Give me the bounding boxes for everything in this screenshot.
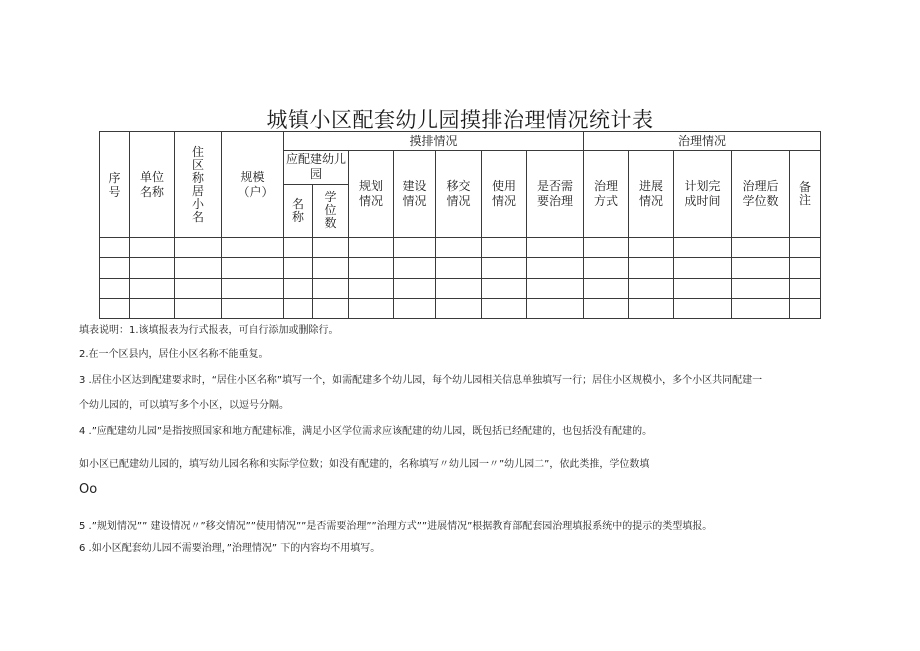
header-progress: 进展情况 [629, 151, 674, 238]
header-construction: 建设情况 [394, 151, 436, 238]
header-planning: 规划情况 [349, 151, 394, 238]
header-governance-group: 治理情况 [584, 132, 821, 151]
note-1: 填表说明：1.该填报表为行式报表，可自行添加或删除行。 [79, 325, 339, 336]
table-row [100, 238, 821, 258]
table-row [100, 298, 821, 318]
header-survey-group: 摸排情况 [284, 132, 584, 151]
note-2: 2.在一个区县内，居住小区名称不能重复。 [79, 349, 269, 360]
table-row [100, 258, 821, 278]
header-kg-name: 名称 [284, 184, 313, 238]
header-method: 治理方式 [584, 151, 629, 238]
table-row [100, 278, 821, 298]
header-community: 住区称居小名 [175, 132, 222, 238]
header-seq: 序号 [100, 132, 130, 238]
header-plan-time: 计划完成时间 [674, 151, 732, 238]
header-unit: 单位名称 [130, 132, 175, 238]
note-3: 3 .居住小区达到配建要求时，“居住小区名称”填写一个，如需配建多个幼儿园，每个幼儿园相关信息单独填写一行；居住小区规模小，多个小区共同配建一 [79, 375, 763, 386]
note-4-cont: 如小区已配建幼儿园的，填写幼儿园名称和实际学位数；如没有配建的，名称填写〃幼儿园一〃”幼儿园二”，依此类推，学位数填 [79, 459, 650, 470]
note-4-end: Oo [79, 482, 98, 497]
note-5: 5 .”规划情况”” 建设情况〃”移交情况””使用情况””是否需要治理””治理方式””进展情况”根据教育部配套园治理填报系统中的提示的类型填报。 [79, 521, 713, 532]
statistics-table [99, 131, 821, 319]
note-4: 4 .”应配建幼儿园”是指按照国家和地方配建标准，满足小区学位需求应该配建的幼儿园，既包括已经配建的，也包括没有配建的。 [79, 426, 653, 437]
header-handover: 移交情况 [436, 151, 482, 238]
header-seats-after: 治理后学位数 [732, 151, 790, 238]
header-kindergarten: 应配建幼儿园 [284, 151, 349, 184]
note-3-cont: 个幼儿园的，可以填写多个小区，以逗号分隔。 [79, 400, 289, 411]
header-need-governance: 是否需要治理 [527, 151, 584, 238]
note-6: 6 .如小区配套幼儿园不需要治理，”治理情况” 下的内容均不用填写。 [79, 543, 381, 554]
header-remarks: 备注 [790, 151, 821, 238]
header-scale: 规模（户） [222, 132, 284, 238]
header-kg-seats: 学位数 [313, 184, 349, 238]
header-usage: 使用情况 [482, 151, 527, 238]
page-title: 城镇小区配套幼儿园摸排治理情况统计表 [266, 108, 654, 132]
